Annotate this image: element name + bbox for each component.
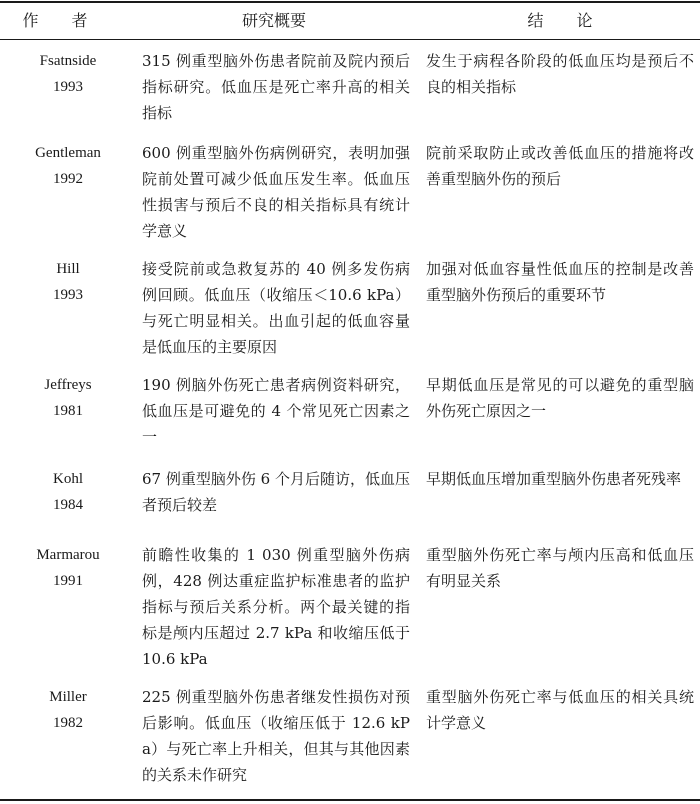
author-year: 1993 xyxy=(53,287,83,303)
author-year: 1981 xyxy=(53,403,83,419)
conclusion-cell: 加强对低血容量性低血压的控制是改善重型脑外伤预后的重要环节 xyxy=(426,260,694,304)
author-cell xyxy=(0,684,136,736)
author-name: Gentleman xyxy=(35,145,101,161)
conclusion-cell: 发生于病程各阶段的低血压均是预后不良的相关指标 xyxy=(426,52,694,96)
summary-cell: 600 例重型脑外伤病例研究，表明加强院前处置可减少低血压发生率。低血压性损害与预后不良的相关指标具有统计学意义 xyxy=(142,144,410,240)
author-cell xyxy=(0,542,136,594)
conclusion-cell: 早期低血压是常见的可以避免的重型脑外伤死亡原因之一 xyxy=(426,376,694,420)
table-header-rule xyxy=(0,39,700,40)
summary-cell: 190 例脑外伤死亡患者病例资料研究，低血压是可避免的 4 个常见死亡因素之一 xyxy=(142,376,410,446)
conclusion-cell: 早期低血压增加重型脑外伤患者死残率 xyxy=(426,470,682,488)
author-year: 1982 xyxy=(53,715,83,731)
header-conclusion: 结 论 xyxy=(527,11,607,30)
author-year: 1991 xyxy=(53,573,83,589)
conclusion-cell: 院前采取防止或改善低血压的措施将改善重型脑外伤的预后 xyxy=(426,144,694,188)
author-name: Kohl xyxy=(53,471,83,487)
table-top-rule xyxy=(0,1,700,3)
author-cell xyxy=(0,140,136,192)
author-name: Hill xyxy=(56,261,80,277)
summary-cell: 315 例重型脑外伤患者院前及院内预后指标研究。低血压是死亡率升高的相关指标 xyxy=(142,52,410,122)
author-name: Fsatnside xyxy=(39,53,97,69)
conclusion-cell: 重型脑外伤死亡率与低血压的相关具统计学意义 xyxy=(426,688,694,732)
author-year: 1984 xyxy=(53,497,83,513)
author-cell xyxy=(0,48,136,100)
author-year: 1992 xyxy=(53,171,83,187)
author-cell xyxy=(0,372,136,424)
summary-cell: 225 例重型脑外伤患者继发性损伤对预后影响。低血压（收缩压低于 12.6 kPa）与死亡率上升相关，但其与其他因素的关系未作研究 xyxy=(142,688,410,784)
summary-cell: 接受院前或急救复苏的 40 例多发伤病例回顾。低血压（收缩压＜10.6 kPa）与死亡明显相关。出血引起的低血容量是低血压的主要原因 xyxy=(142,260,410,356)
header-author: 作 者 xyxy=(22,11,102,30)
author-year: 1993 xyxy=(53,79,83,95)
author-cell xyxy=(0,466,136,518)
author-name: Marmarou xyxy=(36,547,100,563)
header-summary: 研究概要 xyxy=(241,11,306,30)
author-name: Jeffreys xyxy=(44,377,92,393)
summary-cell: 67 例重型脑外伤 6 个月后随访，低血压者预后较差 xyxy=(142,470,410,514)
summary-cell: 前瞻性收集的 1 030 例重型脑外伤病例，428 例达重症监护标准患者的监护指标与预后关系分析。两个最关键的指标是颅内压超过 2.7 kPa 和收缩压低于 10.6 kPa xyxy=(142,546,410,668)
author-cell xyxy=(0,256,136,308)
author-name: Miller xyxy=(49,689,87,705)
conclusion-cell: 重型脑外伤死亡率与颅内压高和低血压有明显关系 xyxy=(426,546,694,590)
table-bottom-rule xyxy=(0,799,700,801)
